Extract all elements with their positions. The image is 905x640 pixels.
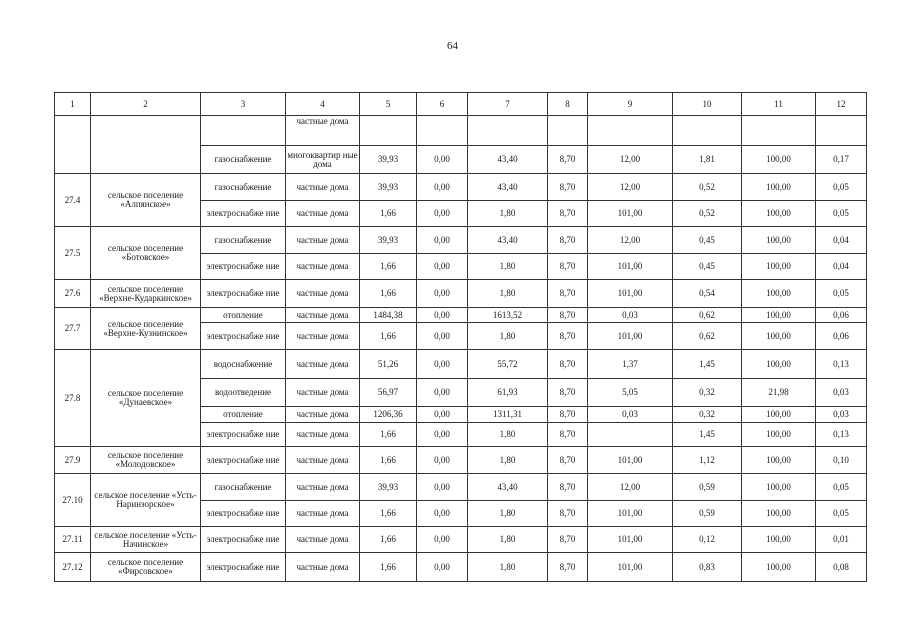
- value-cell: 1,80: [468, 553, 548, 582]
- service-cell: [201, 116, 286, 146]
- value-cell: 8,70: [548, 201, 588, 227]
- value-cell: 0,06: [816, 308, 867, 323]
- table-row: [55, 447, 867, 474]
- table-row: [55, 174, 867, 201]
- row-number-cell: 27.9: [55, 447, 91, 474]
- housing-type-cell: частные дома: [286, 447, 360, 474]
- value-cell: 100,00: [742, 323, 816, 350]
- value-cell: 0,54: [673, 280, 742, 308]
- column-header: 6: [417, 93, 468, 116]
- value-cell: 100,00: [742, 474, 816, 501]
- row-number-cell: 27.4: [55, 174, 91, 227]
- value-cell: 0,00: [417, 379, 468, 407]
- value-cell: 0,00: [417, 174, 468, 201]
- value-cell: 1,81: [673, 146, 742, 174]
- value-cell: 8,70: [548, 407, 588, 423]
- value-cell: 0,59: [673, 501, 742, 527]
- value-cell: 1,80: [468, 254, 548, 280]
- column-header: 7: [468, 93, 548, 116]
- value-cell: 101,00: [588, 501, 673, 527]
- value-cell: 100,00: [742, 280, 816, 308]
- value-cell: 0,13: [816, 350, 867, 379]
- value-cell: 100,00: [742, 201, 816, 227]
- value-cell: 8,70: [548, 280, 588, 308]
- value-cell: 1,80: [468, 323, 548, 350]
- value-cell: 8,70: [548, 474, 588, 501]
- value-cell: 0,13: [816, 423, 867, 447]
- value-cell: 100,00: [742, 254, 816, 280]
- value-cell: 8,70: [548, 447, 588, 474]
- value-cell: 1,45: [673, 350, 742, 379]
- value-cell: 100,00: [742, 407, 816, 423]
- settlement-cell: [91, 116, 201, 174]
- value-cell: 0,00: [417, 201, 468, 227]
- row-number-cell: 27.7: [55, 308, 91, 350]
- value-cell: 100,00: [742, 174, 816, 201]
- value-cell: 55,72: [468, 350, 548, 379]
- value-cell: 1,45: [673, 423, 742, 447]
- value-cell: 101,00: [588, 201, 673, 227]
- row-number-cell: 27.11: [55, 527, 91, 553]
- value-cell: 101,00: [588, 254, 673, 280]
- value-cell: 0,12: [673, 527, 742, 553]
- value-cell: 0,32: [673, 407, 742, 423]
- value-cell: 1,80: [468, 527, 548, 553]
- value-cell: [588, 116, 673, 146]
- table-row: [55, 553, 867, 582]
- value-cell: 1,66: [360, 323, 417, 350]
- value-cell: 100,00: [742, 350, 816, 379]
- column-header: 9: [588, 93, 673, 116]
- service-cell: электроснабже ние: [201, 201, 286, 227]
- column-header: 2: [91, 93, 201, 116]
- value-cell: 0,04: [816, 227, 867, 254]
- service-cell: электроснабже ние: [201, 423, 286, 447]
- value-cell: 1,80: [468, 280, 548, 308]
- value-cell: 0,00: [417, 350, 468, 379]
- row-number-cell: 27.8: [55, 350, 91, 447]
- page-number: 64: [447, 40, 458, 52]
- service-cell: отопление: [201, 407, 286, 423]
- table-row: [55, 474, 867, 501]
- value-cell: 8,70: [548, 527, 588, 553]
- table-row: [55, 308, 867, 323]
- value-cell: 0,05: [816, 201, 867, 227]
- value-cell: 100,00: [742, 501, 816, 527]
- value-cell: 8,70: [548, 174, 588, 201]
- value-cell: 101,00: [588, 553, 673, 582]
- service-cell: электроснабже ние: [201, 447, 286, 474]
- value-cell: 8,70: [548, 254, 588, 280]
- settlement-cell: сельское поселение «Алпянское»: [91, 174, 201, 227]
- service-cell: газоснабжение: [201, 474, 286, 501]
- value-cell: 8,70: [548, 323, 588, 350]
- service-cell: электроснабже ние: [201, 323, 286, 350]
- value-cell: 5,05: [588, 379, 673, 407]
- service-cell: газоснабжение: [201, 174, 286, 201]
- settlement-cell: сельское поселение «Верхне-Кузнинское»: [91, 308, 201, 350]
- value-cell: 1,37: [588, 350, 673, 379]
- housing-type-cell: частные дома: [286, 201, 360, 227]
- column-header: 1: [55, 93, 91, 116]
- value-cell: 1,66: [360, 553, 417, 582]
- value-cell: 100,00: [742, 308, 816, 323]
- value-cell: 0,01: [816, 527, 867, 553]
- value-cell: 0,00: [417, 227, 468, 254]
- housing-type-cell: частные дома: [286, 553, 360, 582]
- table-row: [55, 280, 867, 308]
- housing-type-cell: частные дома: [286, 423, 360, 447]
- value-cell: 0,00: [417, 553, 468, 582]
- value-cell: [417, 116, 468, 146]
- value-cell: 0,10: [816, 447, 867, 474]
- settlement-cell: сельское поселение «Дунаевское»: [91, 350, 201, 447]
- value-cell: 1613,52: [468, 308, 548, 323]
- value-cell: 1,66: [360, 527, 417, 553]
- housing-type-cell: частные дома: [286, 407, 360, 423]
- value-cell: [673, 116, 742, 146]
- housing-type-cell: частные дома: [286, 308, 360, 323]
- value-cell: 101,00: [588, 447, 673, 474]
- value-cell: 0,17: [816, 146, 867, 174]
- row-number-cell: 27.5: [55, 227, 91, 280]
- value-cell: 1,80: [468, 423, 548, 447]
- value-cell: 8,70: [548, 501, 588, 527]
- value-cell: [360, 116, 417, 146]
- value-cell: 0,05: [816, 474, 867, 501]
- value-cell: 0,05: [816, 280, 867, 308]
- settlement-cell: сельское поселение «Усть-Наринзорское»: [91, 474, 201, 527]
- value-cell: 0,05: [816, 174, 867, 201]
- column-header: 4: [286, 93, 360, 116]
- value-cell: 8,70: [548, 350, 588, 379]
- housing-type-cell: частные дома: [286, 116, 360, 146]
- value-cell: 0,83: [673, 553, 742, 582]
- value-cell: 1,66: [360, 447, 417, 474]
- value-cell: 12,00: [588, 174, 673, 201]
- housing-type-cell: частные дома: [286, 254, 360, 280]
- value-cell: 1,80: [468, 501, 548, 527]
- value-cell: 1484,38: [360, 308, 417, 323]
- value-cell: 0,00: [417, 323, 468, 350]
- value-cell: 0,00: [417, 501, 468, 527]
- value-cell: 21,98: [742, 379, 816, 407]
- settlement-cell: сельское поселение «Фирсовское»: [91, 553, 201, 582]
- value-cell: 0,00: [417, 254, 468, 280]
- value-cell: 1,80: [468, 201, 548, 227]
- value-cell: 56,97: [360, 379, 417, 407]
- housing-type-cell: частные дома: [286, 174, 360, 201]
- settlement-cell: сельское поселение «Верхне-Кударкинское»: [91, 280, 201, 308]
- value-cell: 0,06: [816, 323, 867, 350]
- value-cell: 0,45: [673, 254, 742, 280]
- table-row: [55, 227, 867, 254]
- settlement-cell: сельское поселение «Усть-Начинское»: [91, 527, 201, 553]
- column-header: 12: [816, 93, 867, 116]
- tariff-table: [54, 92, 867, 582]
- service-cell: газоснабжение: [201, 146, 286, 174]
- column-header: 11: [742, 93, 816, 116]
- value-cell: 1,66: [360, 423, 417, 447]
- value-cell: 0,59: [673, 474, 742, 501]
- table-row: [55, 527, 867, 553]
- value-cell: 1206,36: [360, 407, 417, 423]
- value-cell: 0,00: [417, 407, 468, 423]
- value-cell: 0,00: [417, 146, 468, 174]
- value-cell: 1,12: [673, 447, 742, 474]
- service-cell: водоснабжение: [201, 350, 286, 379]
- value-cell: 1,80: [468, 447, 548, 474]
- value-cell: 0,00: [417, 423, 468, 447]
- service-cell: газоснабжение: [201, 227, 286, 254]
- value-cell: 61,93: [468, 379, 548, 407]
- value-cell: 101,00: [588, 323, 673, 350]
- value-cell: 12,00: [588, 146, 673, 174]
- value-cell: 0,52: [673, 174, 742, 201]
- settlement-cell: сельское поселение «Молодовское»: [91, 447, 201, 474]
- value-cell: 100,00: [742, 447, 816, 474]
- service-cell: электроснабже ние: [201, 553, 286, 582]
- table-row: [55, 116, 867, 146]
- value-cell: 0,00: [417, 308, 468, 323]
- row-number-cell: [55, 116, 91, 174]
- value-cell: 43,40: [468, 146, 548, 174]
- housing-type-cell: многоквартир ные дома: [286, 146, 360, 174]
- value-cell: 0,05: [816, 501, 867, 527]
- row-number-cell: 27.10: [55, 474, 91, 527]
- housing-type-cell: частные дома: [286, 280, 360, 308]
- column-header: 10: [673, 93, 742, 116]
- service-cell: электроснабже ние: [201, 254, 286, 280]
- value-cell: 51,26: [360, 350, 417, 379]
- column-header: 5: [360, 93, 417, 116]
- value-cell: 8,70: [548, 423, 588, 447]
- value-cell: 0,00: [417, 474, 468, 501]
- value-cell: 100,00: [742, 146, 816, 174]
- value-cell: 8,70: [548, 227, 588, 254]
- value-cell: 39,93: [360, 227, 417, 254]
- value-cell: [742, 116, 816, 146]
- column-header: 3: [201, 93, 286, 116]
- value-cell: [468, 116, 548, 146]
- value-cell: 100,00: [742, 527, 816, 553]
- value-cell: 0,00: [417, 527, 468, 553]
- value-cell: 1,66: [360, 254, 417, 280]
- value-cell: 43,40: [468, 474, 548, 501]
- service-cell: электроснабже ние: [201, 527, 286, 553]
- value-cell: 39,93: [360, 146, 417, 174]
- value-cell: 100,00: [742, 553, 816, 582]
- value-cell: 8,70: [548, 308, 588, 323]
- value-cell: 0,52: [673, 201, 742, 227]
- value-cell: 0,62: [673, 308, 742, 323]
- value-cell: 1311,31: [468, 407, 548, 423]
- value-cell: 1,66: [360, 280, 417, 308]
- row-number-cell: 27.6: [55, 280, 91, 308]
- value-cell: 0,32: [673, 379, 742, 407]
- service-cell: отопление: [201, 308, 286, 323]
- column-header: 8: [548, 93, 588, 116]
- value-cell: [548, 116, 588, 146]
- housing-type-cell: частные дома: [286, 501, 360, 527]
- value-cell: 12,00: [588, 227, 673, 254]
- value-cell: 39,93: [360, 474, 417, 501]
- value-cell: 0,04: [816, 254, 867, 280]
- value-cell: 100,00: [742, 227, 816, 254]
- housing-type-cell: частные дома: [286, 379, 360, 407]
- housing-type-cell: частные дома: [286, 323, 360, 350]
- value-cell: 0,03: [588, 308, 673, 323]
- value-cell: 101,00: [588, 280, 673, 308]
- value-cell: 0,03: [816, 407, 867, 423]
- service-cell: электроснабже ние: [201, 280, 286, 308]
- table-row: [55, 350, 867, 379]
- value-cell: 1,66: [360, 501, 417, 527]
- value-cell: 12,00: [588, 474, 673, 501]
- value-cell: 43,40: [468, 227, 548, 254]
- value-cell: 8,70: [548, 553, 588, 582]
- value-cell: 8,70: [548, 146, 588, 174]
- value-cell: 0,00: [417, 280, 468, 308]
- value-cell: 43,40: [468, 174, 548, 201]
- value-cell: 101,00: [588, 527, 673, 553]
- header-row: [55, 93, 867, 116]
- housing-type-cell: частные дома: [286, 527, 360, 553]
- service-cell: водоотведение: [201, 379, 286, 407]
- settlement-cell: сельское поселение «Ботовское»: [91, 227, 201, 280]
- value-cell: 0,45: [673, 227, 742, 254]
- value-cell: [588, 423, 673, 447]
- value-cell: 1,66: [360, 201, 417, 227]
- row-number-cell: 27.12: [55, 553, 91, 582]
- value-cell: 0,00: [417, 447, 468, 474]
- value-cell: 8,70: [548, 379, 588, 407]
- value-cell: 0,08: [816, 553, 867, 582]
- housing-type-cell: частные дома: [286, 350, 360, 379]
- service-cell: электроснабже ние: [201, 501, 286, 527]
- value-cell: 0,03: [816, 379, 867, 407]
- housing-type-cell: частные дома: [286, 227, 360, 254]
- value-cell: 0,62: [673, 323, 742, 350]
- value-cell: 39,93: [360, 174, 417, 201]
- value-cell: 100,00: [742, 423, 816, 447]
- value-cell: [816, 116, 867, 146]
- value-cell: 0,03: [588, 407, 673, 423]
- housing-type-cell: частные дома: [286, 474, 360, 501]
